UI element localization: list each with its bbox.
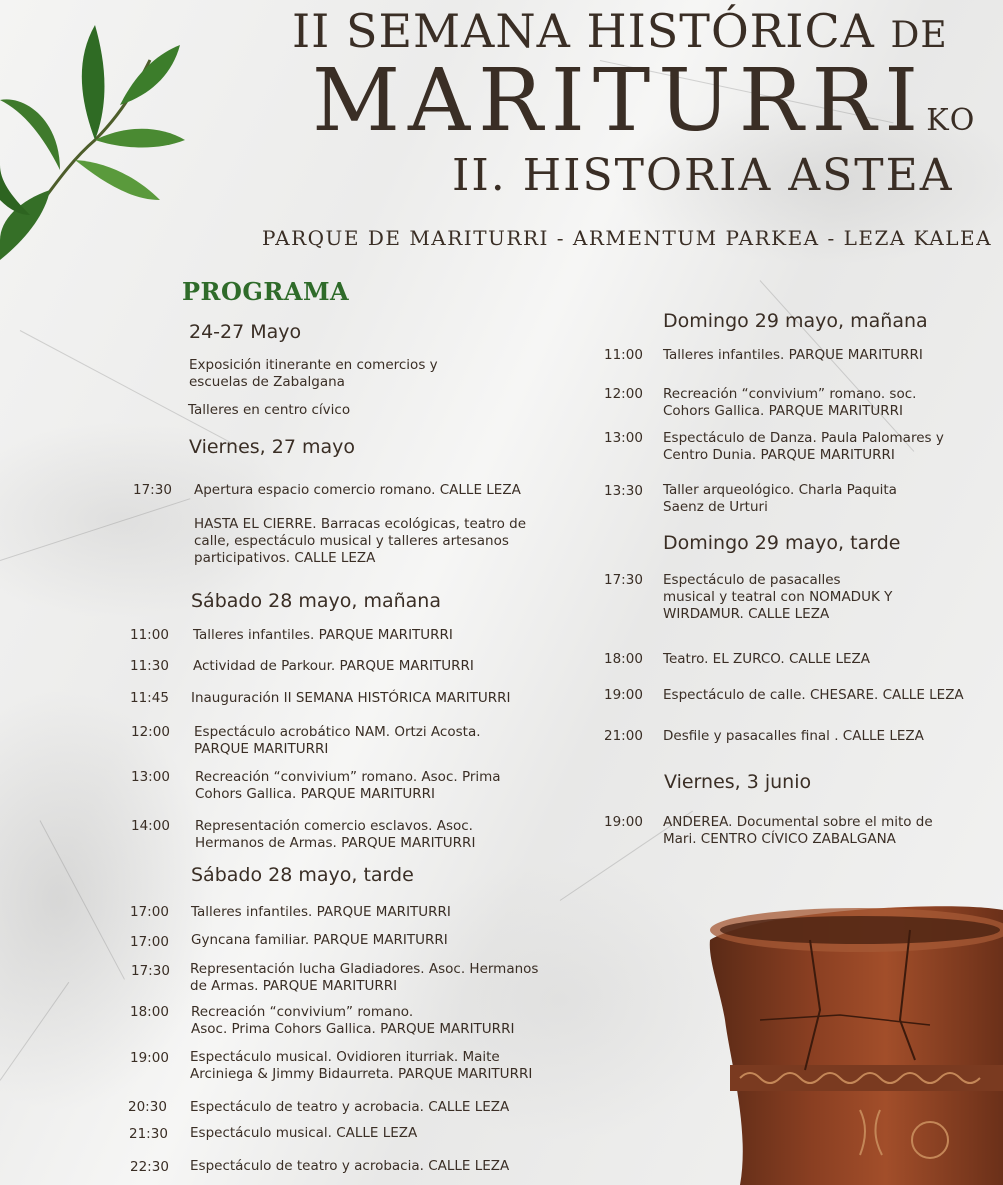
event-description: Talleres infantiles. PARQUE MARITURRI [193,627,453,643]
event-description: Representación comercio esclavos. Asoc. Hermanos de Armas. PARQUE MARITURRI [195,818,476,851]
event-description: Espectáculo musical. CALLE LEZA [190,1125,418,1141]
event-time: 21:30 [129,1126,168,1142]
event-description: Teatro. EL ZURCO. CALLE LEZA [663,651,871,667]
day-heading: Viernes, 27 mayo [189,436,355,458]
event-time: 11:45 [130,690,169,706]
event-description: Recreación “convivium” romano. Asoc. Prima Cohors Gallica. PARQUE MARITURRI [191,1004,515,1037]
event-description: Espectáculo de teatro y acrobacia. CALLE LEZA [190,1099,510,1115]
event-time: 17:30 [131,963,170,979]
day-heading: Sábado 28 mayo, mañana [191,590,441,612]
event-description: Recreación “convivium” romano. soc. Cohors Gallica. PARQUE MARITURRI [663,386,917,419]
event-time: 17:30 [604,572,643,588]
event-description: Talleres infantiles. PARQUE MARITURRI [191,904,451,920]
event-description: Talleres infantiles. PARQUE MARITURRI [663,347,923,363]
poster-header [0,0,1003,260]
marble-vein [40,820,125,979]
event-description: Talleres en centro cívico [188,402,351,418]
event-time: 18:00 [604,651,643,667]
marble-vein [0,498,190,561]
event-description: Espectáculo acrobático NAM. Ortzi Acosta. PARQUE MARITURRI [194,724,481,757]
event-description: Desfile y pasacalles final . CALLE LEZA [663,728,924,744]
event-time: 20:30 [128,1099,167,1115]
event-description: Inauguración II SEMANA HISTÓRICA MARITURRI [191,690,511,706]
event-description: Espectáculo de Danza. Paula Palomares y Centro Dunia. PARQUE MARITURRI [663,430,944,463]
event-time: 11:30 [130,658,169,674]
event-time: 11:00 [130,627,169,643]
event-time: 12:00 [131,724,170,740]
day-heading: Viernes, 3 junio [664,771,812,793]
event-description: Espectáculo musical. Ovidioren iturriak. Maite Arciniega & Jimmy Bidaurreta. PARQUE MARITURRI [190,1049,533,1082]
event-time: 17:00 [130,934,169,950]
event-description: Representación lucha Gladiadores. Asoc. Hermanos de Armas. PARQUE MARITURRI [190,961,539,994]
event-description: Apertura espacio comercio romano. CALLE LEZA [194,482,521,498]
title-line-1: II SEMANA HISTÓRICA DE [292,4,948,58]
day-heading: Domingo 29 mayo, tarde [663,532,901,554]
event-description: Gyncana familiar. PARQUE MARITURRI [191,932,448,948]
event-time: 11:00 [604,347,643,363]
event-description: Actividad de Parkour. PARQUE MARITURRI [193,658,474,674]
programa-heading: PROGRAMA [182,277,350,306]
event-description: Espectáculo de calle. CHESARE. CALLE LEZA [663,687,964,703]
event-description: Recreación “convivium” romano. Asoc. Prima Cohors Gallica. PARQUE MARITURRI [195,769,501,802]
event-time: 19:00 [604,814,643,830]
marble-vein [0,982,69,1081]
day-heading: Domingo 29 mayo, mañana [663,310,928,332]
event-time: 17:30 [133,482,172,498]
marble-vein [20,330,250,453]
event-time: 17:00 [130,904,169,920]
day-heading: 24-27 Mayo [189,321,302,343]
event-time: 13:00 [604,430,643,446]
day-heading: Sábado 28 mayo, tarde [191,864,414,886]
event-time: 13:30 [604,483,643,499]
roman-pottery-vase-icon [700,900,1003,1185]
event-time: 21:00 [604,728,643,744]
event-time: 19:00 [604,687,643,703]
event-time: 18:00 [130,1004,169,1020]
event-time: 12:00 [604,386,643,402]
marble-vein [760,280,915,452]
title-line-2: MARITURRIKO [312,51,977,151]
locations-subtitle: PARQUE DE MARITURRI - ARMENTUM PARKEA - LEZA KALEA [262,226,993,250]
event-description: Exposición itinerante en comercios y escuelas de Zabalgana [189,357,438,390]
title-line-3: II. HISTORIA ASTEA [452,150,954,201]
event-description: Espectáculo de pasacalles musical y teatral con NOMADUK Y WIRDAMUR. CALLE LEZA [663,572,893,622]
event-time: 19:00 [130,1050,169,1066]
event-time: 22:30 [130,1159,169,1175]
event-description: ANDEREA. Documental sobre el mito de Mari. CENTRO CÍVICO ZABALGANA [663,814,933,847]
event-time: 14:00 [131,818,170,834]
event-description: Taller arqueológico. Charla Paquita Saenz de Urturi [663,482,897,515]
event-description: HASTA EL CIERRE. Barracas ecológicas, teatro de calle, espectáculo musical y talleres artesanos participativos. CALLE LEZA [194,516,526,566]
event-time: 13:00 [131,769,170,785]
event-description: Espectáculo de teatro y acrobacia. CALLE LEZA [190,1158,510,1174]
